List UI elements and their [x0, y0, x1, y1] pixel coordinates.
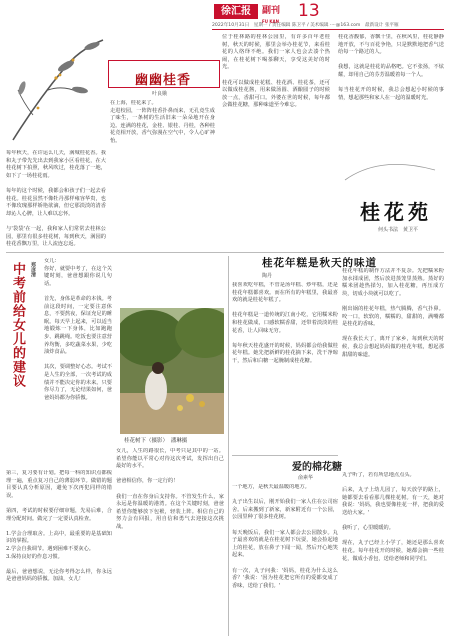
guihua-col-left: 每年秋天，在许运么几天，满城桂花香。我和丸子带先先出去到我家小区看桂花，在大桂花树下拍照，秋风吹过，桂花落了一地，如下了一场桂花雨。 每年的这个时候，我都会和孩子们一起去看桂花。桂花虽然不像牡丹那样雍容华贵，也不像玫瑰那样娇艳欲滴，但它那淡淡的清香却沁人心脾，让人难以忘怀。 与'袋袋'在一起，我和家人们常常去桂林公园，那里有很多桂花树，每到秋天，满园的桂花香飘万里，让人流连忘返。 [6, 150, 106, 248]
child-col-b: 第三，复习要有计划。把每一科的知识点都梳理一遍，重点复习自己的薄弱环节。做错的题目要认真分析原因，避免下次再犯同样的错误。 第四，考试的时候要仔细审题，先易后难，合理分配时间。做完了一定要认真检查。 1.学会合理取舍。上高中，最重要的是基础知识的掌握。 2.学会自我调节。遇到困难不要灰心。 3.保持良好的作息习惯。 最后，爸爸想说，无论你考得怎么样，你永远是爸爸妈妈的骄傲。加油，女儿！ [6, 470, 112, 583]
art-subtitle: 何头书法 黄卫平 [378, 227, 419, 233]
child-author: 郑彦清 [30, 262, 36, 277]
section-divider [6, 252, 444, 253]
child-col-c: 女儿，人生的路很长，中考只是其中的一站。希望你能以平常心对待这次考试，发挥出自己最好的水平。 爸爸相信你，你一定行的！ 我们一直在你身后支持你。不管发生什么，家永远是你温暖的港湾。在这个关键时刻，爸爸希望你能够放下包袱，轻装上阵。相信自己的努力会有回报，用自信和勇气去迎接这次挑战。 [116, 448, 224, 530]
guihua-col-mid: 位于桂林路的桂林公园里，有许多百年老桂树，秋天的时候，那里会举办桂花节，来看桂花的人络绎不绝。我们一家人也会去凑个热闹，在桂花树下喝茶聊天，享受这美好的时光。 桂花可以做成桂花糕、桂花酒、桂花茶，还可以做成桂花酱，用来做汤圆、酒酿圆子的时候放一点，香甜可口。外婆在世的时候，每年都会做桂花糖，那种味道至今难忘。 [222, 34, 330, 109]
photo-path [120, 393, 224, 434]
autumn-col-a: 我喜欢吃年糕，不管是汤年糕、炒年糕，还是桂花年糕都喜欢。而在所有的年糕里，我最喜欢的就是桂花年糕了。 桂花年糕是一道传统的江南小吃，它用糯米粉和桂花做成，口感软糯香甜，还带着淡淡的桂花香，让人回味无穷。 每年秋天桂花盛开的时候，妈妈都会给我做桂花年糕。她先把新鲜的桂花摘下来，洗干净晾干，然后和白糖一起腌制成桂花糖。 [232, 282, 338, 364]
blossom-dot [37, 107, 40, 110]
art-title: 桂花苑 [360, 200, 432, 224]
photo-flower [199, 401, 205, 407]
guihua-author: 叶良娥 [152, 91, 168, 97]
leaf-shape [17, 80, 27, 95]
section-divider [232, 455, 338, 456]
page-number: 13 [298, 1, 320, 21]
child-col-a: 女儿： 你好，就要中考了，在这个关键时刻，爸爸想跟你说几句话。 首先，身体是革命的本钱。考前这段时间，一定要注意休息，不要熬夜，保证充足的睡眠。每天早上起来，可以适当地锻炼一下身体，比如跑跑步、跳跳绳。吃饭也要注意营养均衡，多吃蔬菜水果，少吃油炸食品。 其次，要调整好心态。考试不是人生的全部，一次考试的成绩并不能决定你的未来。只要你尽力了，无论结果如何，爸爸妈妈都为你骄傲。 [44, 258, 112, 401]
bloom-col-a: 一个地方，是秋天最温暖的地方。 丸子出生以后，刚开始我们一家人住在公司宿舍。后来搬到了新家，新家附近有一个公园，公园里种了很多桂花树。 每天晚饭后，我们一家人都会去公园散步。丸子最喜欢的就是在桂花树下玩耍，她会捡起地上的桂花，放在鼻子下闻一闻，然后开心地笑起来。 有一次，丸子问我：'妈妈，桂花为什么这么香？'我说：'因为桂花把它所有的爱都变成了香味，送给了我们。' [232, 484, 338, 589]
photo-figure-dress [145, 370, 167, 410]
section-name: 副刊 FU KAN [262, 6, 281, 24]
bloom-title: 爱的棉花糖 [292, 462, 342, 473]
ink-branch-illustration [8, 30, 108, 150]
calligraphy-brush-icon [340, 150, 440, 190]
blossom-dot [54, 76, 57, 79]
bloom-author: 俞素华 [298, 475, 314, 481]
guihua-lead: 在上海，桂花来了。 走进校园，一阵阵桂香扑鼻而来，无孔竟生成了味生，一条树的生活旧来一朵朵地开在身边。连满的桂花，金桂、银桂、丹桂，各种桂花竞相开放，香气弥漫在空气中，令人心旷神怡。 [110, 100, 215, 144]
photo-garden [120, 308, 224, 434]
guihua-col-right: 桂花香馥郁，香飘十里，在秋风里，桂花静静地开放，不与百花争艳，只是默默地把香气送给每一个路过的人。 我想，这就是桂花的品格吧。它不张扬，不炫耀，却用自己的芬芳温暖着每一个人。 每当桂花开的时候，我总会想起小时候的事情，想起那些和家人在一起的温暖时光。 [338, 34, 444, 101]
photo-flower [186, 394, 194, 402]
guihua-title: 幽幽桂香 [135, 73, 192, 88]
masthead-rule [212, 29, 444, 30]
leaf-shape [72, 86, 89, 95]
photo-flower [177, 405, 183, 411]
brush-stroke [345, 164, 435, 180]
photo-caption: 桂花树下（摄影） 潘琳摄 [124, 438, 188, 444]
child-title: 中考前给女儿的建议 [10, 262, 25, 388]
photo-figure-head [152, 362, 164, 374]
autumn-title: 桂花年糕是秋天的味道 [262, 257, 377, 269]
column-divider [228, 256, 229, 636]
blossom-dot [59, 74, 62, 77]
masthead-logo: 徐汇报 [214, 4, 258, 19]
blossom-dot [72, 59, 75, 62]
branch-stroke [13, 40, 103, 140]
autumn-col-b: 桂花年糕的制作方法并不复杂。先把糯米粉加水揉成团，然后放进蒸笼里蒸熟。蒸好的糯米团趁热揉匀，加入桂花糖，再压成方块，切成小块就可以吃了。 刚出锅的桂花年糕，热气腾腾，香气扑鼻。咬一口，软软的，糯糯的，甜甜的，满嘴都是桂花的香味。 现在我长大了，离开了家乡，每到秋天的时候，我总会想起妈妈做的桂花年糕，想起那甜甜的味道。 [342, 268, 444, 358]
autumn-author: 陶丹 [262, 273, 273, 279]
bloom-col-b: 丸子听了，若有所思地点点头。 后来，丸子上幼儿园了，每天放学的路上，她都要去看看那几棵桂花树。有一天，她对我说：'妈妈，我也要像桂花一样，把我的爱送给大家。' 我听了，心里暖暖的。 现在，丸子已经上小学了，她还是那么喜欢桂花。每年桂花开的时候，她都会摘一些桂花，做成小香包，送给老师和同学们。 [342, 472, 444, 562]
masthead-meta: 2022年10月31日 星期一 / 责任编辑 陈卫平 / 美术编辑 ····@163.com 最新设计 张平雁 [212, 23, 399, 28]
